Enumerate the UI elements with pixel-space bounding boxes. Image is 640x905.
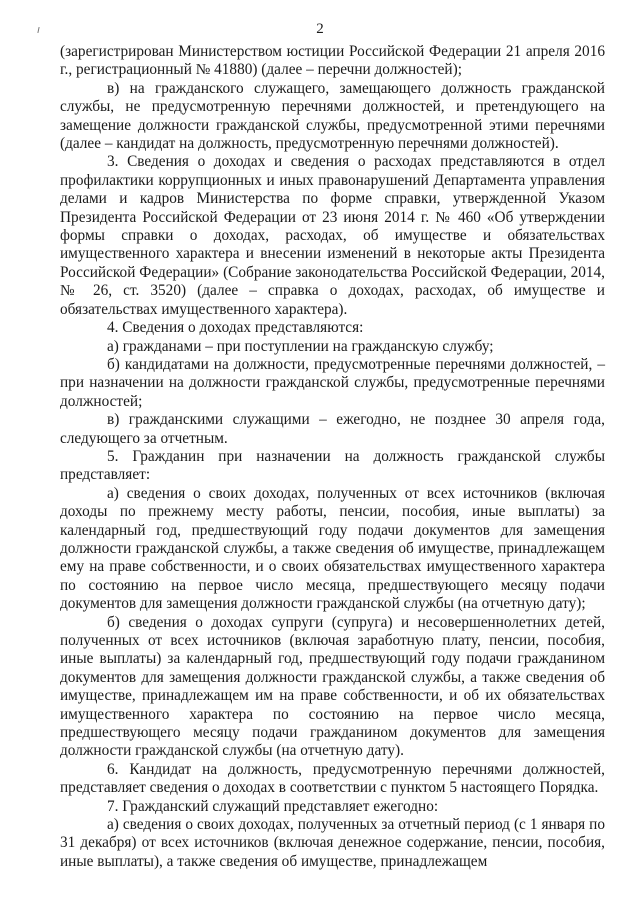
- paragraph-5a: а) сведения о своих доходах, полученных от всех источников (включая доходы по прежнему месту работы, пенсии, пособия, иные выплаты) за календарный год, предшествующий году подачи документов для замещения должности гражданской службы, а также сведения об имуществе, принадлежащем ему на праве собственности, и о своих обязательствах имущественного характера по состоянию на первое число месяца, предшествующего месяцу подачи документов для замещения должности гражданской службы (на отчетную дату);: [60, 484, 605, 613]
- document-body: [60, 43, 605, 871]
- paragraph-7: 7. Гражданский служащий представляет ежегодно:: [107, 797, 439, 815]
- paragraph-3: 3. Сведения о доходах и сведения о расходах представляются в отдел профилактики коррупционных и иных правонарушений Департамента управления делами и кадров Министерства по форме справки, утвержденной Указом Президента Российской Федерации от 23 июня 2014 г. № 460 «Об утверждении формы справки о доходах, расходах, об имуществе и обязательствах имущественного характера и внесении изменений в некоторые акты Президента Российской Федерации» (Собрание законодательства Российской Федерации, 2014, № 26, ст. 3520) (далее – справка о доходах, расходах, об имуществе и обязательствах имущественного характера).: [60, 153, 605, 318]
- paragraph-7a: а) сведения о своих доходах, полученных за отчетный период (с 1 января по 31 декабря) от всех источников (включая денежное содержание, пенсии, пособия, иные выплаты), а также сведения об имуществе, принадлежащем: [60, 816, 605, 870]
- paragraph-5: 5. Гражданин при назначении на должность гражданской службы представляет:: [60, 447, 605, 484]
- page-number: 2: [316, 21, 324, 37]
- paragraph-4a: а) гражданами – при поступлении на гражданскую службу;: [107, 337, 494, 355]
- paragraph-4b: б) кандидатами на должности, предусмотренные перечнями должностей, – при назначении на должности гражданской службы, предусмотренные перечнями должностей;: [60, 355, 605, 410]
- paragraph-4v: в) гражданскими служащими – ежегодно, не позднее 30 апреля года, следующего за отчетным.: [60, 411, 605, 447]
- paragraph-2v: в) на гражданского служащего, замещающего должность гражданской службы, не предусмотренную перечнями должностей, и претендующего на замещение должности гражданской службы, предусмотренной этими перечнями (далее – кандидат на должность, предусмотренную перечнями должностей).: [60, 79, 605, 153]
- paragraph-continuation: (зарегистрирован Министерством юстиции Российской Федерации 21 апреля 2016 г., регистрационный № 41880) (далее – перечни должностей);: [60, 43, 605, 79]
- paragraph-5b: б) сведения о доходах супруги (супруга) и несовершеннолетних детей, полученных от всех источников (включая заработную плату, пенсии, пособия, иные выплаты) за календарный год, предшествующий году подачи гражданином документов для замещения должности гражданской службы, а также сведения об имуществе, принадлежащем им на праве собственности, и об их обязательствах имущественного характера по состоянию на первое число месяца, предшествующего месяцу подачи гражданином документов для замещения должности гражданской службы (на отчетную дату).: [60, 613, 605, 760]
- paragraph-6: 6. Кандидат на должность, предусмотренную перечнями должностей, представляет сведения о доходах в соответствии с пунктом 5 настоящего Порядка.: [60, 760, 605, 797]
- paragraph-4: 4. Сведения о доходах представляются:: [107, 319, 364, 337]
